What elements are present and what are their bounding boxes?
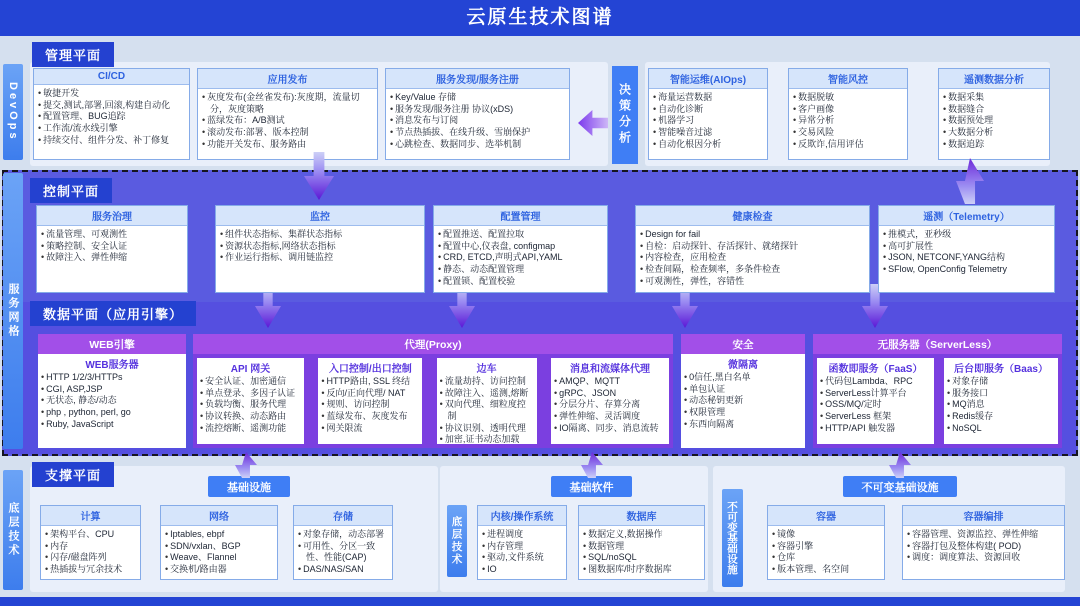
tech-box-item: • 数据脱敏 [793,92,903,104]
underlying-tech-vertical-label: 底层技术 [447,505,467,577]
tech-box-title: 服务治理 [37,206,187,226]
tech-box-title: CI/CD [34,69,189,85]
tech-box-item: • Key/Value 存储 [390,92,565,104]
tech-box-item: • 心跳检查、数据同步、选举机制 [390,139,565,151]
inner-box-item: • 网关限流 [321,423,419,435]
inner-box-item: • 反向/正向代理/ NAT [321,388,419,400]
tech-box-item: • 数据追踪 [943,139,1045,151]
tech-box-title: 存储 [294,506,392,526]
data-plane-group [38,334,186,448]
tech-box [385,68,570,160]
immutable-infra-badge: 不可变基础设施 [843,476,957,497]
immutable-infra-panel [713,466,1065,592]
inner-box-item: • 双向代理、细粒度控制 [440,399,534,422]
tech-box-item: • 自检：启动探针、存活探针、就绪探针 [640,241,865,253]
tech-box-title: 健康检查 [636,206,869,226]
inner-box-item: • 代码包Lambda、RPC [820,376,931,388]
inner-box-item: • 单点登录、多因子认证 [200,388,301,400]
tech-box-item: • 提交,测试,部署,回滚,构建自动化 [38,100,185,112]
inner-box-item: • ServerLess计算平台 [820,388,931,400]
inner-box-item: • 协议转换、动态路由 [200,411,301,423]
tech-box-item: • 反欺诈,信用评估 [793,139,903,151]
footer-bar [0,597,1080,606]
tech-box-item: • SFlow, OpenConfig Telemetry [883,264,1050,276]
inner-box-item: • CGI, ASP,JSP [41,384,183,396]
tech-box-item: • 蓝绿发布：A/B测试 [202,115,373,127]
tech-box-item: • 版本管理、名空间 [772,564,880,576]
inner-box-item: • 0信任,黑白名单 [684,372,802,384]
inner-box-title: 消息和流媒体代理 [569,364,650,375]
tech-box [293,505,393,580]
tech-box-item: • 服务发现/服务注册 协议(xDS) [390,104,565,116]
tech-box-items [45,529,136,576]
tech-box-title: 内核/操作系统 [478,506,566,526]
tech-box-item: • 持续交付、组件分发、补丁修复 [38,135,185,147]
tech-box-item: • JSON, NETCONF,YANG结构 [883,252,1050,264]
tech-box-item: • Iptables, ebpf [165,529,273,541]
tech-box-item: • 可用性、分区一致性、性能(CAP) [298,541,388,564]
tech-box-item: • 容器引擎 [772,541,880,553]
tech-box-item: • 静态、动态配置管理 [438,264,603,276]
inner-box [318,358,422,444]
page-title: 云原生技术图谱 [466,7,614,28]
tech-box-item: • 自动化诊断 [653,104,763,116]
tech-box-item: • 智能噪音过滤 [653,127,763,139]
tech-box-item: • 高可扩展性 [883,241,1050,253]
tech-box [878,205,1055,293]
tech-box-item: • 内存 [45,541,136,553]
inner-box-item: • 分层分片、存算分离 [554,399,666,411]
tech-box-item: • Design for fail [640,229,865,241]
tech-box-item: • 数据定义,数据操作 [583,529,700,541]
tech-box-item: • 配置锁、配置校验 [438,276,603,288]
group-title: 代理(Proxy) [193,334,673,354]
tech-box-item: • SQL/noSQL [583,552,700,564]
tech-box-item: • 数据管理 [583,541,700,553]
tech-box-item: • 配置中心,仪表盘, configmap [438,241,603,253]
inner-box-item: • 动态秘钥更新 [684,395,802,407]
inner-box-item: • 服务接口 [947,388,1055,400]
tech-box-items [907,529,1060,564]
inner-box-title: 函数即服务（FaaS） [828,364,923,375]
inner-box-title: 后台即服务（Baas） [954,364,1048,375]
immutable-infra-vertical-label: 不可变基础设施 [722,489,743,587]
inner-box-title: 边车 [476,364,497,375]
tech-box [635,205,870,293]
tech-box-item: • 异常分析 [793,115,903,127]
tech-box-items [41,229,183,264]
tech-box-item: • 故障注入、弹性伸缩 [41,252,183,264]
infrastructure-badge: 基础设施 [208,476,290,497]
group-body [193,354,673,448]
inner-box-item: • 东西向隔离 [684,419,802,431]
tech-box-items [640,229,865,287]
inner-box-items [684,372,802,430]
inner-box-item: • 规则、访问控制 [321,399,419,411]
tech-box-item: • 内存管理 [482,541,562,553]
tech-box-items [943,92,1045,150]
tech-box [767,505,885,580]
inner-box [817,358,934,444]
inner-box-item: • ServerLess 框架 [820,411,931,423]
inner-box [681,354,805,448]
inner-box-item: • 流量劫持、访问控制 [440,376,534,388]
inner-box-item: • HTTP/API 触发器 [820,423,931,435]
inner-box-item: • HTTP 1/2/3/HTTPs [41,372,183,384]
inner-box-item: • IO隔离、同步、消息流转 [554,423,666,435]
inner-box-items [321,376,419,434]
group-body [38,354,186,448]
tech-box-items [793,92,903,150]
tech-box-item: • 数据缝合 [943,104,1045,116]
data-plane-group [681,334,805,448]
tech-box-item: • 自动化根因分析 [653,139,763,151]
inner-box-item: • 对象存储 [947,376,1055,388]
tech-box-item: • 容器打包及整体构建( POD) [907,541,1060,553]
tech-box-title: 网络 [161,506,277,526]
inner-box-item: • php , python, perl, go [41,407,183,419]
tech-box-item: • 组件状态指标、集群状态指标 [220,229,420,241]
tech-box-item: • 图数据库/时序数据库 [583,564,700,576]
inner-box-items [820,376,931,434]
base-software-badge: 基础软件 [551,476,632,497]
inner-box-title: 入口控制/出口控制 [328,364,412,375]
tech-box [433,205,608,293]
inner-box-item: • 安全认证、加密通信 [200,376,301,388]
tech-box-item: • 数据预处理 [943,115,1045,127]
tech-box-title: 配置管理 [434,206,607,226]
inner-box-item: • 单包认证 [684,384,802,396]
inner-box-item: • 流控熔断、遥测功能 [200,423,301,435]
inner-box-item: • MQ消息 [947,399,1055,411]
tech-box-items [482,529,562,576]
inner-box-item: • 故障注入、遥测,熔断 [440,388,534,400]
inner-box-item: • gRPC、JSON [554,388,666,400]
tech-box-item: • 滚动发布:部署、版本控制 [202,127,373,139]
tech-box-item: • 节点热插拔、在线升级、雪崩保护 [390,127,565,139]
tech-box-items [220,229,420,264]
tech-box [33,68,190,160]
tech-box-title: 数据库 [579,506,704,526]
data-plane-group [193,334,673,448]
section-label-management: 管理平面 [32,42,114,67]
inner-box-items [440,376,534,444]
inner-box-items [947,376,1055,434]
tech-box-item: • 大数据分析 [943,127,1045,139]
tech-box-item: • 架构平台、CPU [45,529,136,541]
group-title: 无服务器（ServerLess） [813,334,1062,354]
inner-box-item: • 蓝绿发布、灰度发布 [321,411,419,423]
tech-box-title: 容器编排 [903,506,1064,526]
inner-box-item: • Ruby, JavaScript [41,419,183,431]
tech-box-item: • 内容检查，应用检查 [640,252,865,264]
tech-box [938,68,1050,160]
tech-box-item: • DAS/NAS/SAN [298,564,388,576]
inner-box [197,358,304,444]
tech-box-item: • 敏捷开发 [38,88,185,100]
inner-box-title: 微隔离 [728,360,758,371]
tech-box-item: • 仓库 [772,552,880,564]
devops-side-tab: DevOps [3,64,23,160]
tech-box-item: • 工作流/流水线引擎 [38,123,185,135]
inner-box-item: • 弹性伸缩、灵活调度 [554,411,666,423]
inner-box-item: • 权限管理 [684,407,802,419]
tech-box-item: • 资源状态指标,网络状态指标 [220,241,420,253]
tech-box [902,505,1065,580]
tech-box-item: • 数据采集 [943,92,1045,104]
tech-box-item: • CRD, ETCD,声明式API,YAML [438,252,603,264]
tech-box-items [772,529,880,576]
inner-box [944,358,1058,444]
inner-box-item: • Redis缓存 [947,411,1055,423]
tech-box-items [202,92,373,150]
inner-box-items [554,376,666,434]
tech-box-item: • 客户画像 [793,104,903,116]
tech-box-title: 遥测数据分析 [939,69,1049,89]
tech-box-items [38,88,185,146]
inner-box-item: • OSS/MQ/定时 [820,399,931,411]
tech-box-item: • 交换机/路由器 [165,564,273,576]
tech-box-item: • SDN/vxlan、BGP [165,541,273,553]
group-title: 安全 [681,334,805,354]
inner-box-item: • AMQP、MQTT [554,376,666,388]
management-left-panel [30,62,608,166]
tech-box-item: • 功能开关发布、服务路由 [202,139,373,151]
tech-box-item: • 检查间隔，检查频率，多条件检查 [640,264,865,276]
tech-box [160,505,278,580]
tech-box-title: 计算 [41,506,140,526]
tech-box-items [165,529,273,576]
management-right-panel [645,62,1050,166]
tech-box-item: • IO [482,564,562,576]
tech-box-item: • 可观测性，弹性，容错性 [640,276,865,288]
tech-box-item: • 配置推送、配置拉取 [438,229,603,241]
tech-box-item: • 对象存储，动态部署 [298,529,388,541]
inner-box-item: • 加密,证书动态加载 [440,434,534,444]
tech-box-item: • 流量管理、可观测性 [41,229,183,241]
tech-box-item: • Weave、Flannel [165,552,273,564]
tech-box-item: • 海量运营数据 [653,92,763,104]
tech-box-items [583,529,700,576]
tech-box-item: • 机器学习 [653,115,763,127]
tech-box-item: • 灰度发布(金丝雀发布):灰度期，流量切分，灰度策略 [202,92,373,115]
inner-box-item: • 无状态, 静态/动态 [41,395,183,407]
tech-box-title: 监控 [216,206,424,226]
inner-box-title: API 网关 [230,364,271,375]
tech-box-item: • 进程调度 [482,529,562,541]
tech-box [648,68,768,160]
group-body [813,354,1062,448]
service-mesh-side-tab: 服务网格 [3,173,23,449]
section-label-support: 支撑平面 [32,462,114,487]
tech-box-item: • 消息发布与订阅 [390,115,565,127]
tech-box-title: 服务发现/服务注册 [386,69,569,89]
base-software-panel [440,466,708,592]
tech-box-items [438,229,603,287]
inner-box [551,358,669,444]
tech-box-item: • 配置管理、BUG追踪 [38,111,185,123]
tech-box-items [298,529,388,576]
tech-box-item: • 热插拔与冗余技术 [45,564,136,576]
tech-box [578,505,705,580]
inner-box [437,358,537,444]
inner-box-item: • NoSQL [947,423,1055,435]
tech-box-item: • 调度：调度算法、资源回收 [907,552,1060,564]
tech-box [788,68,908,160]
tech-box-item: • 作业运行指标、调用链监控 [220,252,420,264]
tech-box [36,205,188,293]
tech-box-item: • 闪存/磁盘阵列 [45,552,136,564]
tech-box-item: • 驱动,文件系统 [482,552,562,564]
tech-box-item: • 推模式，亚秒级 [883,229,1050,241]
tech-box-item: • 交易风险 [793,127,903,139]
group-body [681,354,805,448]
inner-box-item: • 协议识别、透明代理 [440,423,534,435]
tech-box-title: 智能风控 [789,69,907,89]
tech-box-item: • 容器管理、资源监控、弹性伸缩 [907,529,1060,541]
header-bar [0,0,1080,36]
tech-box-items [390,92,565,150]
tech-box-title: 容器 [768,506,884,526]
inner-box-item: • HTTP路由, SSL 终结 [321,376,419,388]
section-label-data-plane: 数据平面（应用引擎） [30,301,196,326]
inner-box [38,354,186,448]
tech-box-title: 智能运维(AIOps) [649,69,767,89]
tech-box-item: • 策略控制、安全认证 [41,241,183,253]
data-plane-group [813,334,1062,448]
inner-box-title: WEB服务器 [85,360,139,371]
tech-box-items [883,229,1050,276]
tech-box [477,505,567,580]
inner-box-items [41,372,183,430]
tech-box [40,505,141,580]
tech-box [215,205,425,293]
inner-box-items [200,376,301,434]
tech-box-items [653,92,763,150]
section-label-control-plane: 控制平面 [30,178,112,203]
tech-box-title: 应用发布 [198,69,377,89]
group-title: WEB引擎 [38,334,186,354]
inner-box-item: • 负载均衡、服务代理 [200,399,301,411]
underlying-tech-side-tab: 底层技术 [3,470,23,590]
decision-analysis-column: 决策分析 [612,66,638,164]
tech-box-title: 遥测（Telemetry） [879,206,1054,226]
tech-box [197,68,378,160]
tech-box-item: • 镜像 [772,529,880,541]
